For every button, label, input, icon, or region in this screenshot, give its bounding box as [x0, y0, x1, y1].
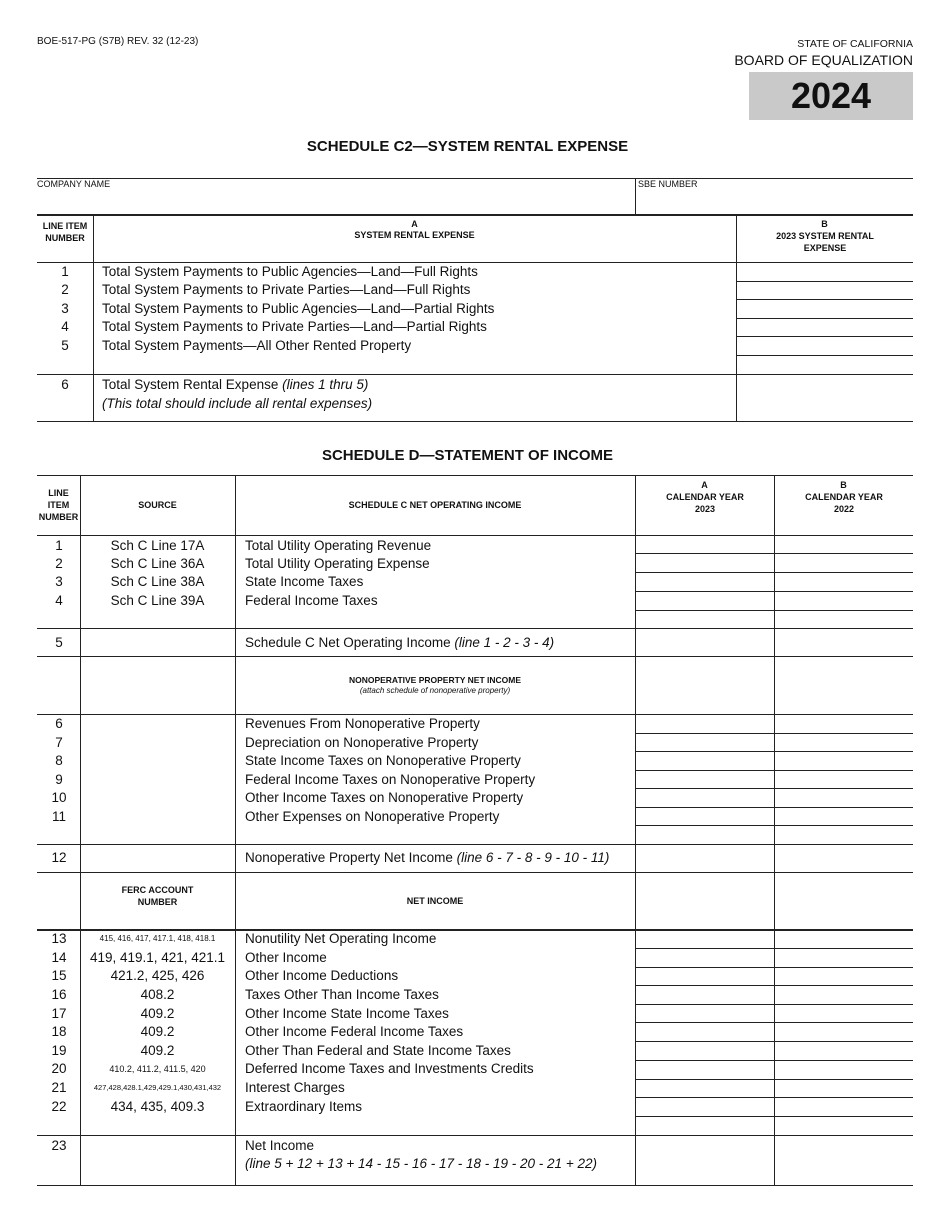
row12-italic: (line 6 - 7 - 8 - 9 - 10 - 11) [456, 850, 610, 865]
line-number: 10 [51, 790, 67, 805]
divider [37, 929, 913, 931]
line-number: 19 [51, 1043, 67, 1058]
line-number: 13 [51, 931, 67, 946]
amount-field[interactable] [736, 281, 913, 282]
amount-field[interactable] [635, 1060, 913, 1061]
line-number: 6 [55, 716, 63, 731]
line-description: Total System Payments—All Other Rented Property [102, 338, 412, 353]
source: Sch C Line 17A [110, 538, 205, 553]
ferc-account: 409.2 [140, 1043, 175, 1058]
ferc-account: 434, 435, 409.3 [110, 1099, 205, 1114]
line-description: Other Income Federal Income Taxes [245, 1024, 464, 1039]
divider [37, 656, 913, 657]
line-description: Other Income State Income Taxes [245, 1006, 449, 1021]
amount-field[interactable] [635, 733, 913, 734]
line-number: 9 [55, 772, 63, 787]
line-description: State Income Taxes on Nonoperative Property [245, 753, 521, 768]
ferc-label: FERC ACCOUNT NUMBER [121, 885, 194, 907]
amount-field[interactable] [635, 610, 913, 611]
line-number: 20 [51, 1061, 67, 1076]
divider [37, 628, 913, 629]
line-description: Other Income Deductions [245, 968, 399, 983]
line-number: 8 [55, 753, 63, 768]
row5-text: Schedule C Net Operating Income [245, 635, 455, 650]
line-number: 1 [61, 264, 69, 279]
line-number: 21 [51, 1080, 67, 1095]
line-description: Total Utility Operating Expense [245, 556, 430, 571]
line-number: 2 [55, 556, 63, 571]
amount-field[interactable] [635, 572, 913, 573]
source: Sch C Line 38A [110, 574, 205, 589]
line-description: Taxes Other Than Income Taxes [245, 987, 439, 1002]
line-description: Total System Payments to Public Agencies—Land—Full Rights [102, 264, 478, 279]
amount-field[interactable] [635, 1079, 913, 1080]
nonop-title: NONOPERATIVE PROPERTY NET INCOME [348, 675, 522, 685]
amount-field[interactable] [635, 967, 913, 968]
line-description: Total System Payments to Private Parties—Land—Full Rights [102, 282, 471, 297]
line-number: 12 [51, 850, 67, 865]
amount-field[interactable] [635, 788, 913, 789]
amount-field[interactable] [736, 336, 913, 337]
c2-col-line: LINE ITEM NUMBER [42, 221, 88, 243]
line-description: Nonutility Net Operating Income [245, 931, 437, 946]
d-col-desc: SCHEDULE C NET OPERATING INCOME [348, 500, 522, 510]
divider [235, 475, 236, 1185]
c2-col-b-letter: B [821, 219, 828, 229]
sbe-number-field[interactable] [636, 190, 913, 214]
source: Sch C Line 39A [110, 593, 205, 608]
company-name-field[interactable] [37, 190, 635, 214]
c2-col-a-letter: A [411, 219, 418, 229]
divider [37, 844, 913, 845]
line-number: 15 [51, 968, 67, 983]
divider [37, 475, 913, 476]
divider [37, 872, 913, 873]
line-number: 3 [55, 574, 63, 589]
line-description: Federal Income Taxes [245, 593, 378, 608]
amount-field[interactable] [635, 825, 913, 826]
amount-field[interactable] [635, 1004, 913, 1005]
line-number: 17 [51, 1006, 67, 1021]
form-year: 2024 [749, 72, 913, 120]
divider [37, 262, 913, 263]
row12-description [245, 850, 609, 865]
amount-field[interactable] [635, 948, 913, 949]
total-text: Total System Rental Expense [102, 377, 283, 392]
line-description: Other Expenses on Nonoperative Property [245, 809, 500, 824]
line-number: 6 [61, 377, 69, 392]
line-description: Revenues From Nonoperative Property [245, 716, 480, 731]
ferc-account: 409.2 [140, 1024, 175, 1039]
divider [93, 214, 94, 421]
line-number: 18 [51, 1024, 67, 1039]
amount-field[interactable] [736, 299, 913, 300]
amount-field[interactable] [736, 318, 913, 319]
d-col-b-letter: B [840, 480, 847, 490]
line-description: State Income Taxes [245, 574, 364, 589]
amount-field[interactable] [635, 1116, 913, 1117]
ferc-account: 427,428,428.1,429,429.1,430,431,432 [93, 1083, 222, 1092]
divider [37, 1135, 913, 1136]
total-note: (This total should include all rental expenses) [102, 396, 373, 411]
line-number: 2 [61, 282, 69, 297]
line-number: 3 [61, 301, 69, 316]
d-col-b: CALENDAR YEAR 2022 [805, 492, 883, 514]
total-description [102, 377, 368, 392]
ferc-account: 415, 416, 417, 417.1, 418, 418.1 [99, 934, 216, 943]
net-income-label: NET INCOME [406, 896, 464, 906]
line-number: 5 [55, 635, 63, 650]
line-number: 1 [55, 538, 63, 553]
line-number: 4 [61, 319, 69, 334]
ferc-account: 408.2 [140, 987, 175, 1002]
line-description: Deferred Income Taxes and Investments Credits [245, 1061, 534, 1076]
line-number: 5 [61, 338, 69, 353]
state-label: STATE OF CALIFORNIA [797, 38, 913, 50]
amount-field[interactable] [635, 751, 913, 752]
ferc-account: 419, 419.1, 421, 421.1 [89, 950, 226, 965]
divider [37, 178, 913, 179]
amount-field[interactable] [635, 1041, 913, 1042]
sbe-number-label: SBE NUMBER [638, 179, 698, 189]
line-description: Total System Payments to Private Parties—Land—Partial Rights [102, 319, 487, 334]
line-number: 14 [51, 950, 67, 965]
d-col-source: SOURCE [138, 500, 177, 510]
amount-field[interactable] [736, 355, 913, 356]
line-description: Other Income Taxes on Nonoperative Property [245, 790, 524, 805]
row23-description: Net Income [245, 1138, 315, 1153]
total-italic: (lines 1 thru 5) [282, 377, 369, 392]
line-number: 23 [51, 1138, 67, 1153]
line-number: 7 [55, 735, 63, 750]
line-description: Other Income [245, 950, 327, 965]
line-number: 4 [55, 593, 63, 608]
amount-field[interactable] [635, 985, 913, 986]
source: Sch C Line 36A [110, 556, 205, 571]
line-description: Interest Charges [245, 1080, 345, 1095]
form-id: BOE-517-PG (S7B) REV. 32 (12-23) [37, 36, 199, 47]
line-number: 22 [51, 1099, 67, 1114]
divider [37, 535, 913, 536]
row5-italic: (line 1 - 2 - 3 - 4) [454, 635, 555, 650]
amount-field[interactable] [635, 807, 913, 808]
row12-text: Nonoperative Property Net Income [245, 850, 457, 865]
line-description: Extraordinary Items [245, 1099, 363, 1114]
d-col-a-letter: A [701, 480, 708, 490]
amount-field[interactable] [635, 1022, 913, 1023]
line-description: Total System Payments to Public Agencies—Land—Partial Rights [102, 301, 495, 316]
ferc-account: 409.2 [140, 1006, 175, 1021]
amount-field[interactable] [635, 770, 913, 771]
divider [37, 421, 913, 422]
schedule-c2-title: SCHEDULE C2—SYSTEM RENTAL EXPENSE [306, 138, 629, 155]
c2-col-a: SYSTEM RENTAL EXPENSE [354, 230, 475, 240]
line-description: Other Than Federal and State Income Taxes [245, 1043, 511, 1058]
divider [37, 214, 913, 216]
d-col-a: CALENDAR YEAR 2023 [666, 492, 744, 514]
line-number: 16 [51, 987, 67, 1002]
amount-field[interactable] [635, 553, 913, 554]
divider [37, 1185, 913, 1186]
line-description: Depreciation on Nonoperative Property [245, 735, 479, 750]
d-col-line: LINE ITEM NUMBER [38, 488, 79, 522]
line-description: Total Utility Operating Revenue [245, 538, 432, 553]
schedule-d-title: SCHEDULE D—STATEMENT OF INCOME [321, 447, 614, 464]
company-name-label: COMPANY NAME [37, 179, 111, 189]
amount-field[interactable] [635, 1097, 913, 1098]
line-description: Federal Income Taxes on Nonoperative Property [245, 772, 536, 787]
line-number: 11 [51, 809, 66, 824]
divider [37, 374, 913, 375]
row23-formula: (line 5 + 12 + 13 + 14 - 15 - 16 - 17 - 18 - 19 - 20 - 21 + 22) [245, 1156, 597, 1171]
row5-description [245, 635, 554, 650]
board-label: BOARD OF EQUALIZATION [734, 52, 913, 68]
nonop-subtitle: (attach schedule of nonoperative property) [359, 686, 511, 695]
c2-col-b: 2023 SYSTEM RENTAL EXPENSE [776, 231, 874, 253]
ferc-account: 421.2, 425, 426 [110, 968, 205, 983]
ferc-account: 410.2, 411.2, 411.5, 420 [109, 1064, 206, 1074]
divider [37, 714, 913, 715]
amount-field[interactable] [635, 591, 913, 592]
